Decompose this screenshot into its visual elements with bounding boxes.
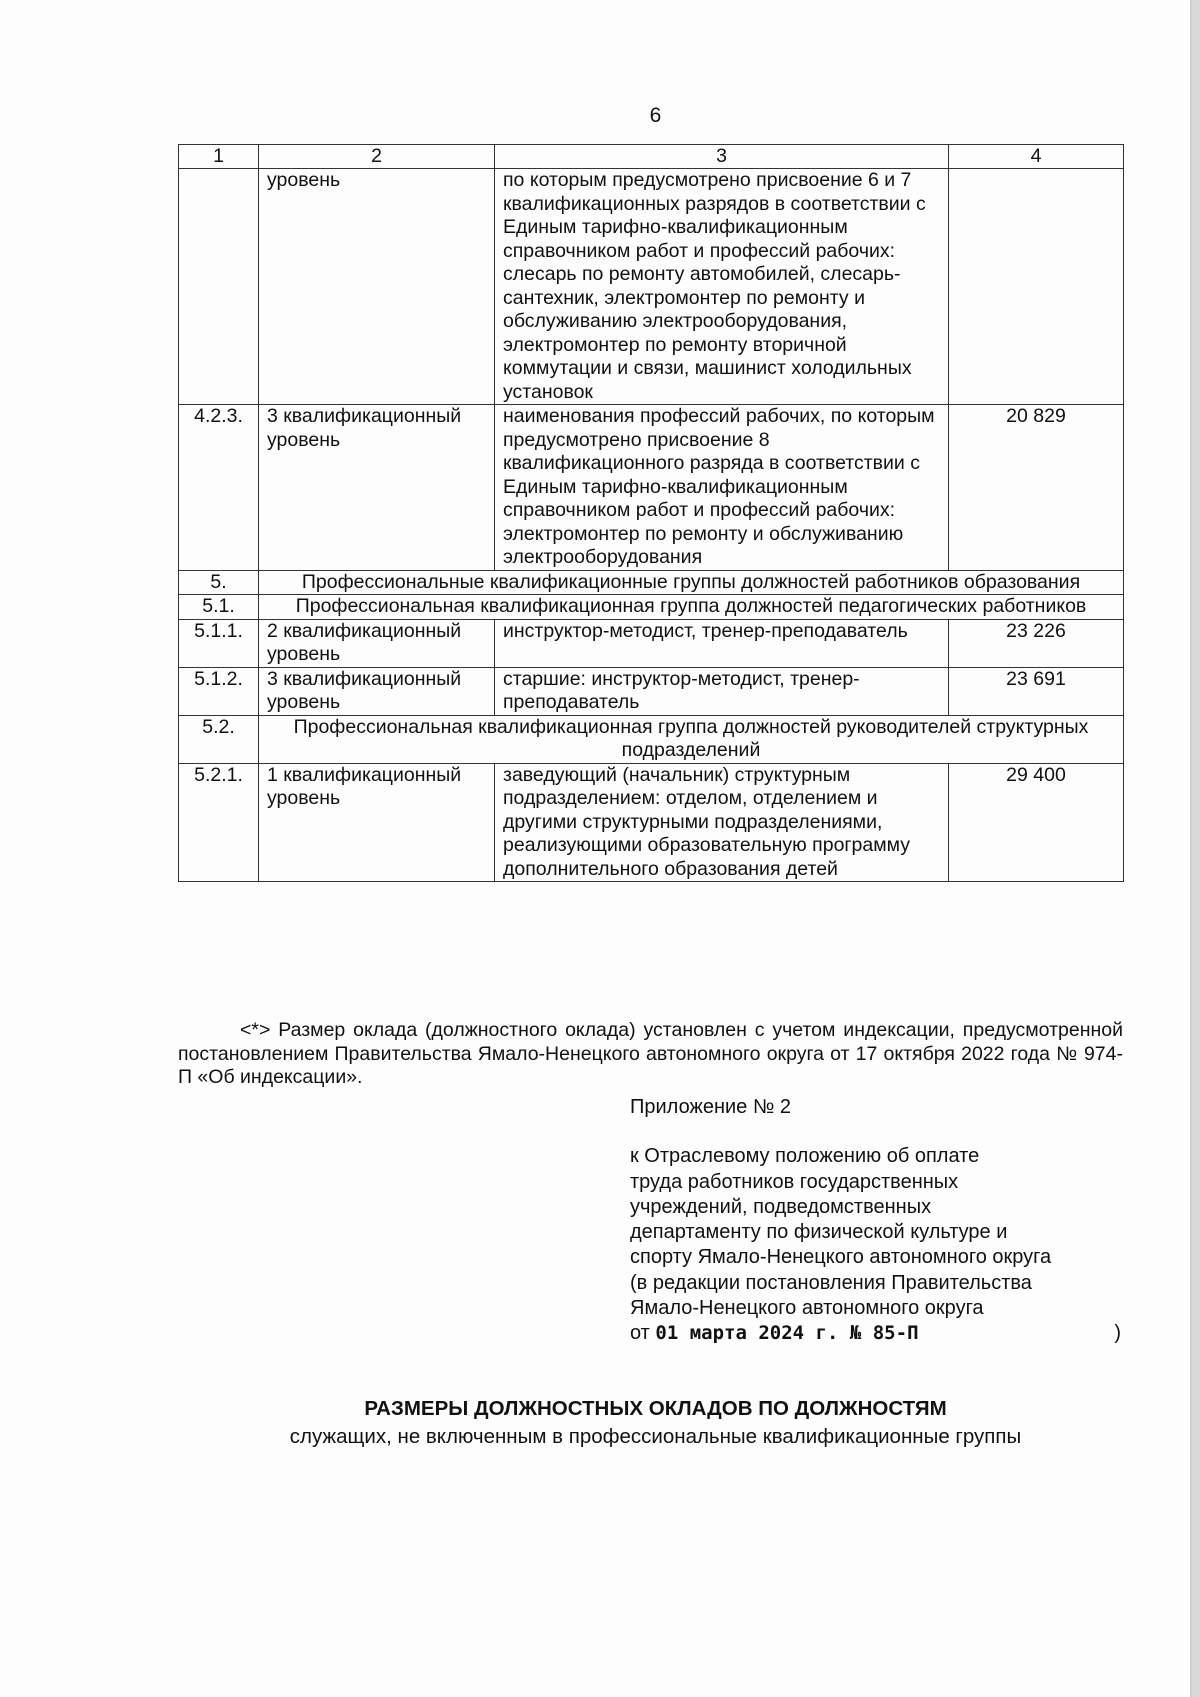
salary-table [178,144,1124,882]
table-row [179,763,1124,882]
appendix-date-line [630,1321,1125,1346]
table-row [179,667,1124,715]
column-number: 3 [495,145,949,169]
appendix-line: учреждений, подведомственных [630,1195,932,1218]
footnote-text: <*> Размер оклада (должностного оклада) установлен с учетом индексации, предусмотренной постановлением Правительства Ямало-Ненецкого автономного округа от 17 октября 2022 года № 974-П «Об индексации». [178,1019,1123,1088]
row-number: 4.2.3. [179,405,259,571]
column-number: 2 [259,145,495,169]
appendix-line: к Отраслевому положению об оплате [630,1145,980,1168]
appendix-line: труда работников государственных [630,1170,959,1193]
row-number: 5.2.1. [179,763,259,882]
date-prefix: от [630,1322,650,1345]
group-number: 5. [179,570,259,595]
salary-amount [949,169,1124,405]
table-row [179,405,1124,571]
appendix-line: Ямало-Ненецкого автономного округа [630,1297,984,1320]
position-description: наименования профессий рабочих, по которым предусмотрено присвоение 8 квалификационного разряда в соответствии с Единым тарифно-квалификационным справочником работ и профессий рабочих: электромонтер по ремонту и обслуживанию электрооборудования [495,405,949,571]
table-group-row [179,570,1124,595]
appendix-line: спорту Ямало-Ненецкого автономного округа [630,1246,1052,1269]
appendix-reference [630,1144,1125,1321]
row-number: 5.1.2. [179,667,259,715]
qualification-level: уровень [259,169,495,405]
table-header-row [179,145,1124,169]
qualification-level: 3 квалификационный уровень [259,405,495,571]
salary-amount: 23 226 [949,619,1124,667]
group-number: 5.1. [179,595,259,620]
group-number: 5.2. [179,715,259,763]
group-title: Профессиональная квалификационная группа должностей педагогических работников [259,595,1124,620]
footnote [178,1019,1123,1090]
appendix-block [630,1095,1125,1347]
row-number: 5.1.1. [179,619,259,667]
salary-amount: 20 829 [949,405,1124,571]
table-row [179,619,1124,667]
qualification-level: 2 квалификационный уровень [259,619,495,667]
salary-amount: 29 400 [949,763,1124,882]
group-title: Профессиональная квалификационная группа должностей руководителей структурных подразделений [259,715,1124,763]
position-description: старшие: инструктор-методист, тренер-преподаватель [495,667,949,715]
salary-amount: 23 691 [949,667,1124,715]
section-heading: РАЗМЕРЫ ДОЛЖНОСТНЫХ ОКЛАДОВ ПО ДОЛЖНОСТЯМ [364,1397,947,1420]
decree-date: 01 марта 2024 г. № 85-П [655,1322,919,1345]
appendix-title: Приложение № 2 [630,1096,791,1118]
position-description: заведующий (начальник) структурным подразделением: отделом, отделением и другими структурными подразделениями, реализующими образовательную программу дополнительного образования детей [495,763,949,882]
column-number: 4 [949,145,1124,169]
section-subheading: служащих, не включенным в профессиональные квалификационные группы [289,1425,1022,1448]
row-number [179,169,259,405]
table-group-row [179,715,1124,763]
position-description: по которым предусмотрено присвоение 6 и 7 квалификационных разрядов в соответствии с Единым тарифно-квалификационным справочником работ и профессий рабочих: слесарь по ремонту автомобилей, слесарь-сантехник, электромонтер по ремонту и обслуживанию электрооборудования, электромонтер по ремонту вторичной коммутации и связи, машинист холодильных установок [495,169,949,405]
qualification-level: 1 квалификационный уровень [259,763,495,882]
table-group-row [179,595,1124,620]
closing-parenthesis: ) [1114,1322,1121,1345]
position-description: инструктор-методист, тренер-преподаватель [495,619,949,667]
appendix-line: департаменту по физической культуре и [630,1221,1008,1244]
page-number: 6 [649,104,662,127]
column-number: 1 [179,145,259,169]
table-row [179,169,1124,405]
qualification-level: 3 квалификационный уровень [259,667,495,715]
appendix-line: (в редакции постановления Правительства [630,1271,1032,1294]
group-title: Профессиональные квалификационные группы должностей работников образования [259,570,1124,595]
